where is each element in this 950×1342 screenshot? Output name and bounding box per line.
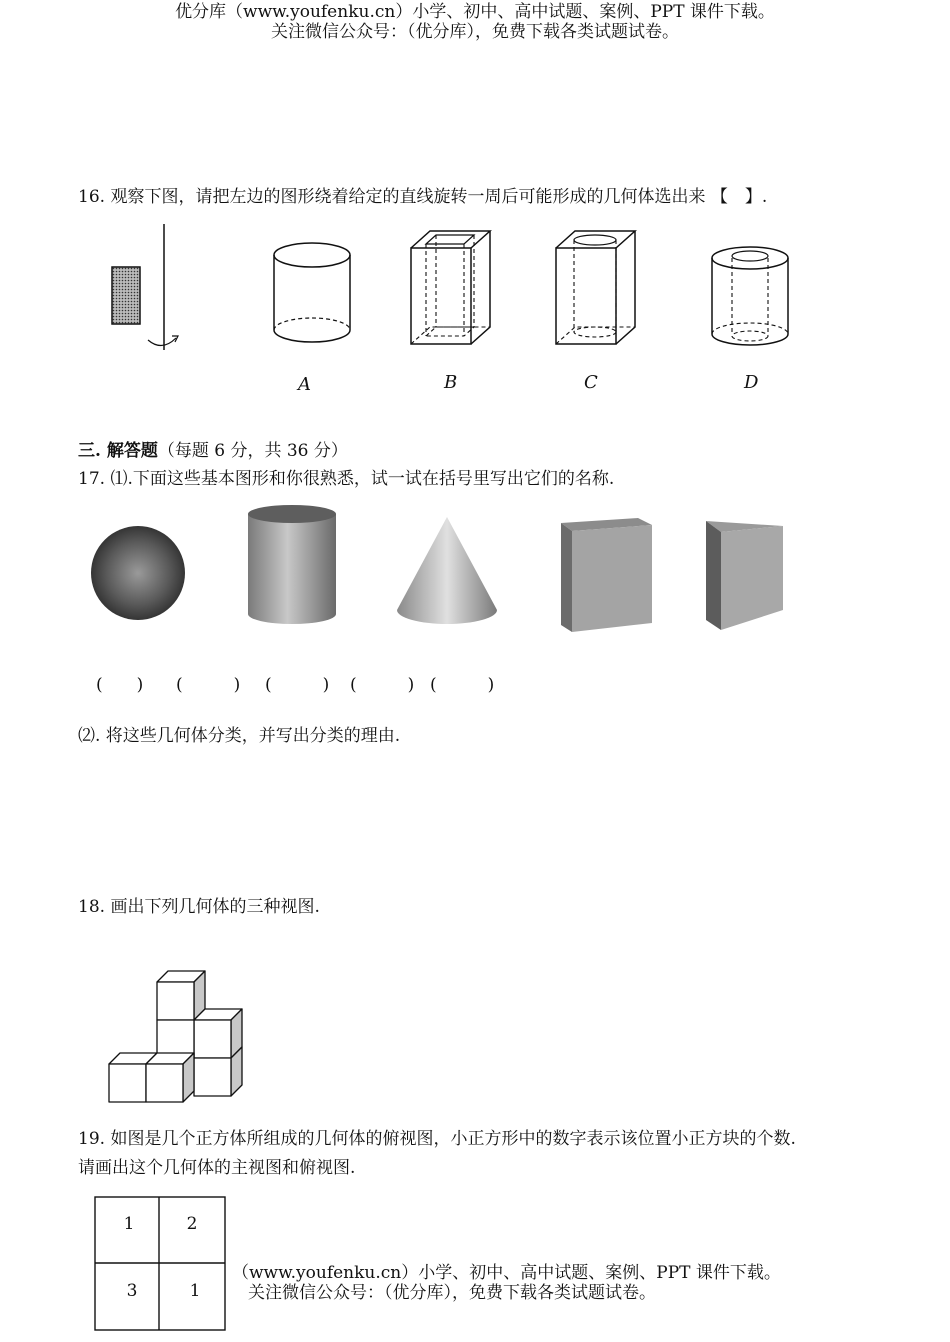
footer-line-2: 关注微信公众号：（优分库），免费下载各类试题试卷。 (248, 1283, 656, 1303)
cylinder-figure (244, 502, 340, 628)
grid-cell-bottom-right: 1 (189, 1281, 201, 1301)
grid-cell-bottom-left: 3 (126, 1281, 138, 1301)
option-a-cylinder (270, 240, 355, 350)
option-d-hollow-cylinder (708, 244, 793, 350)
cone-figure (395, 514, 499, 626)
sphere-figure (88, 525, 188, 625)
q18-text: 18. 画出下列几何体的三种视图. (78, 897, 320, 917)
grid-cell-top-right: 2 (186, 1214, 198, 1234)
q19-line-2: 请画出这个几何体的主视图和俯视图. (78, 1158, 356, 1178)
footer-line-1: （www.youfenku.cn）小学、初中、高中试题、案例、PPT 课件下载。 (232, 1263, 781, 1283)
header-line-2: 关注微信公众号：（优分库），免费下载各类试题试卷。 (271, 22, 679, 42)
section-3-note: （每题 6 分，共 36 分） (157, 441, 348, 461)
q19-line-1: 19. 如图是几个正方体所组成的几何体的俯视图，小正方形中的数字表示该位置小正方块的个数. (78, 1129, 796, 1149)
section-3-heading (78, 440, 348, 462)
rotation-figure (100, 222, 190, 357)
option-b-box (408, 228, 493, 350)
stacked-cubes-figure (105, 965, 250, 1105)
cuboid-figure (558, 515, 658, 635)
blank-3[interactable]: ( ) (265, 675, 330, 695)
q17-part1-text: 17. ⑴.下面这些基本图形和你很熟悉，试一试在括号里写出它们的名称. (78, 469, 615, 489)
option-c-box-cylinder-hole (553, 228, 638, 350)
blank-4[interactable]: ( ) (350, 675, 415, 695)
header-line-1: 优分库（www.youfenku.cn）小学、初中、高中试题、案例、PPT 课件下载。 (175, 2, 775, 22)
option-a-label: A (298, 374, 311, 395)
option-c-label: C (584, 372, 598, 393)
option-b-label: B (444, 372, 458, 393)
grid-cell-top-left: 1 (123, 1214, 135, 1234)
q16-text: 16. 观察下图，请把左边的图形绕着给定的直线旋转一周后可能形成的几何体选出来 【 】. (78, 187, 768, 207)
section-3-title: 三. 解答题 (78, 441, 158, 461)
triangular-prism-figure (703, 518, 789, 634)
blank-2[interactable]: ( ) (176, 675, 241, 695)
q17-part2-text: ⑵. 将这些几何体分类，并写出分类的理由. (78, 726, 401, 746)
blank-1[interactable]: ( ) (96, 675, 144, 695)
option-d-label: D (744, 372, 759, 393)
blank-5[interactable]: ( ) (430, 675, 495, 695)
